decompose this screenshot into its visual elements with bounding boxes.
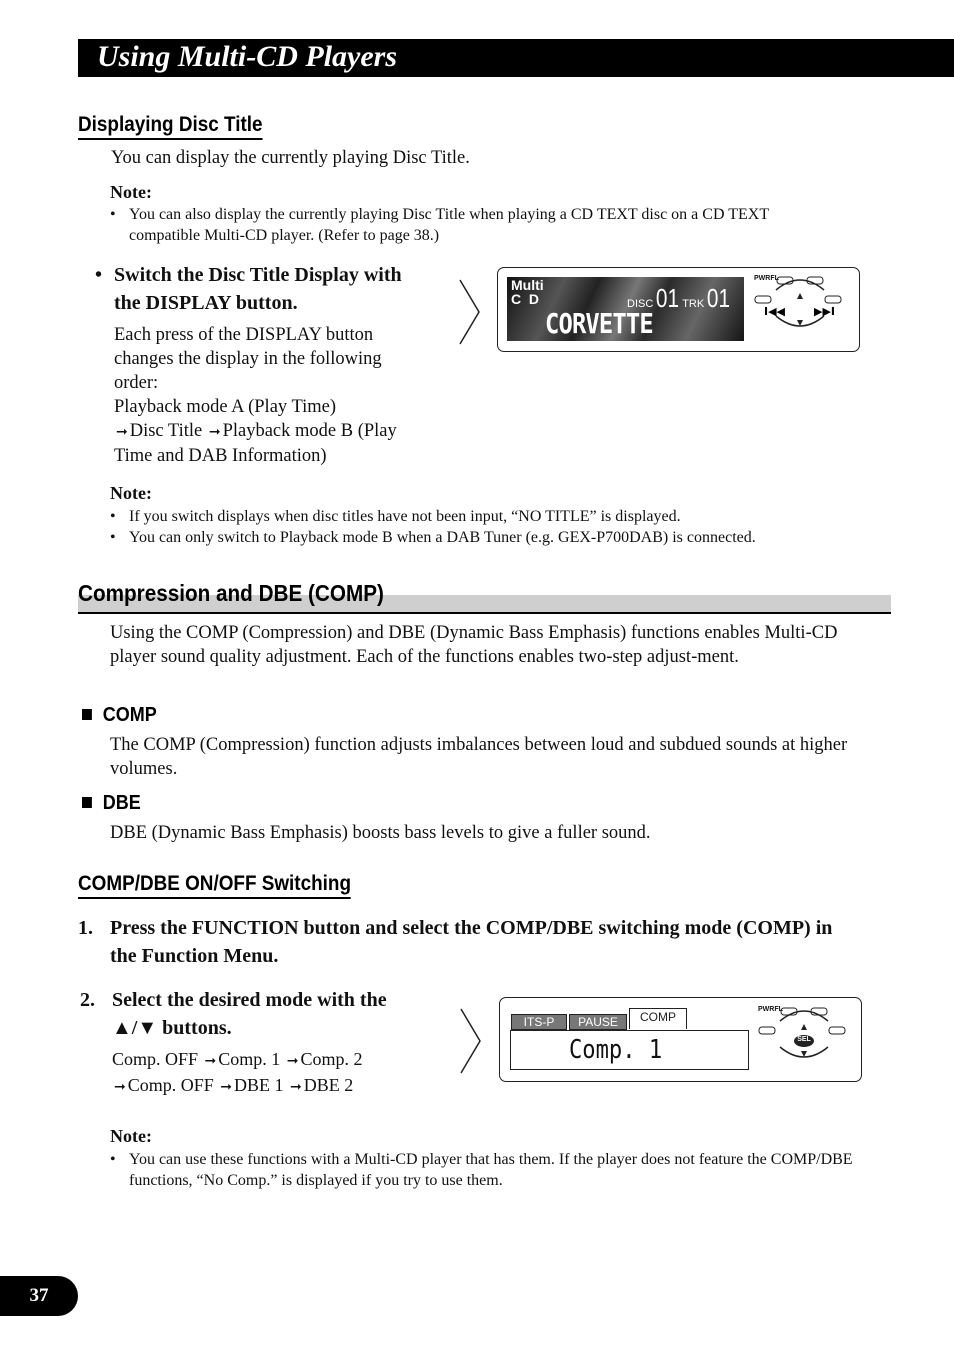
switching-heading: COMP/DBE ON/OFF Switching bbox=[78, 872, 351, 899]
section-heading-comp: Compression and DBE (COMP) bbox=[78, 580, 384, 606]
note-item: • You can only switch to Playback mode B when a DAB Tuner (e.g. GEX-P700DAB) is connected. bbox=[110, 529, 756, 546]
note-label: Note: bbox=[110, 1126, 152, 1146]
track-number: 01 bbox=[707, 283, 731, 313]
arrow-icon: ➞ bbox=[114, 1079, 126, 1095]
page-number: 37 bbox=[0, 1276, 78, 1316]
arrow-icon: ➞ bbox=[208, 424, 221, 440]
disc-number: 01 bbox=[656, 283, 680, 313]
track-label: TRK bbox=[682, 298, 705, 310]
square-bullet-icon bbox=[82, 797, 92, 808]
multi-logo: Multi bbox=[511, 277, 544, 293]
tab-comp: COMP bbox=[629, 1008, 687, 1029]
pointer-chevron-icon bbox=[457, 278, 483, 346]
dbe-heading: DBE bbox=[82, 792, 141, 815]
order-item: Playback mode A (Play Time) bbox=[114, 397, 336, 417]
arrow-icon: ➞ bbox=[116, 424, 128, 440]
note-label: Note: bbox=[110, 483, 152, 503]
tab-its-p: ITS-P bbox=[511, 1014, 567, 1030]
note-label: Note: bbox=[110, 182, 152, 202]
tab-pause: PAUSE bbox=[569, 1014, 627, 1030]
intro-text: You can display the currently playing Disc Title. bbox=[111, 148, 470, 168]
pointer-chevron-icon bbox=[458, 1007, 484, 1075]
sel-label: SEL bbox=[797, 1036, 811, 1043]
disc-title-readout: CORVETTE bbox=[545, 307, 653, 340]
lcd-panel bbox=[507, 277, 744, 341]
step-disc-title bbox=[95, 261, 425, 468]
step-1 bbox=[78, 914, 838, 970]
arrow-icon: ➞ bbox=[286, 1053, 299, 1069]
step-title: Switch the Disc Title Display with the DISPLAY button. bbox=[114, 264, 402, 314]
section-intro: Using the COMP (Compression) and DBE (Dynamic Bass Emphasis) functions enables Multi-CD player sound quality adjustment. Each of the functions enables two-step adjust-ment. bbox=[110, 623, 838, 667]
pwr-label: PWRFL bbox=[758, 1006, 783, 1013]
step-text: Select the desired mode with the ▲/▼ buttons. bbox=[112, 989, 387, 1039]
note-item: • You can also display the currently playing Disc Title when playing a CD TEXT disc on a CD TEXT compatible Multi-CD player. (Refer to page 38.) bbox=[110, 206, 769, 244]
control-cluster bbox=[752, 272, 852, 338]
step-2 bbox=[80, 986, 410, 1042]
arrow-icon: ➞ bbox=[220, 1079, 232, 1095]
step-number: 2. bbox=[80, 989, 95, 1011]
comp-body: The COMP (Compression) function adjusts imbalances between loud and subdued sounds at higher volumes. bbox=[110, 735, 848, 779]
step-number: 1. bbox=[78, 917, 93, 939]
bullet: • bbox=[95, 264, 103, 286]
step-body: Each press of the DISPLAY button changes the display in the following order: bbox=[114, 325, 382, 393]
dbe-body: DBE (Dynamic Bass Emphasis) boosts bass levels to give a fuller sound. bbox=[110, 823, 651, 843]
order-item: Playback mode B (Play Time and DAB Information) bbox=[114, 421, 397, 466]
comp-readout: Comp. 1 bbox=[569, 1035, 663, 1065]
note-list bbox=[110, 506, 890, 548]
order-item: Disc Title bbox=[129, 421, 203, 441]
arrow-icon: ➞ bbox=[290, 1079, 302, 1095]
step-text: Press the FUNCTION button and select the COMP/DBE switching mode (COMP) in the Function Menu. bbox=[110, 917, 833, 967]
arrow-icon: ➞ bbox=[204, 1053, 217, 1069]
pwr-label: PWRFL bbox=[754, 275, 779, 282]
note-item: • If you switch displays when disc titles have not been input, “NO TITLE” is displayed. bbox=[110, 508, 681, 525]
lcd-readout-panel bbox=[510, 1030, 749, 1070]
page-title: Using Multi-CD Players bbox=[97, 40, 398, 73]
disc-label: DISC bbox=[627, 298, 654, 310]
square-bullet-icon bbox=[82, 709, 92, 720]
note-item: • You can use these functions with a Multi-CD player that has them. If the player does not feature the COMP/DBE functions, “No Comp.” is displayed if you try to use them. bbox=[110, 1151, 853, 1189]
mode-sequence: Comp. OFF ➞ Comp. 1 ➞ Comp. 2 ➞ Comp. OFF ➞ DBE 1 ➞ DBE 2 bbox=[112, 1047, 412, 1099]
section-heading-disc-title: Displaying Disc Title bbox=[78, 113, 263, 140]
comp-heading: COMP bbox=[82, 704, 157, 727]
note-list bbox=[110, 1149, 870, 1191]
svg-text:▶▶I: ▶▶I bbox=[814, 305, 836, 318]
note-list bbox=[110, 204, 830, 246]
cd-logo: C D bbox=[511, 291, 539, 307]
svg-text:I◀◀: I◀◀ bbox=[764, 305, 786, 318]
